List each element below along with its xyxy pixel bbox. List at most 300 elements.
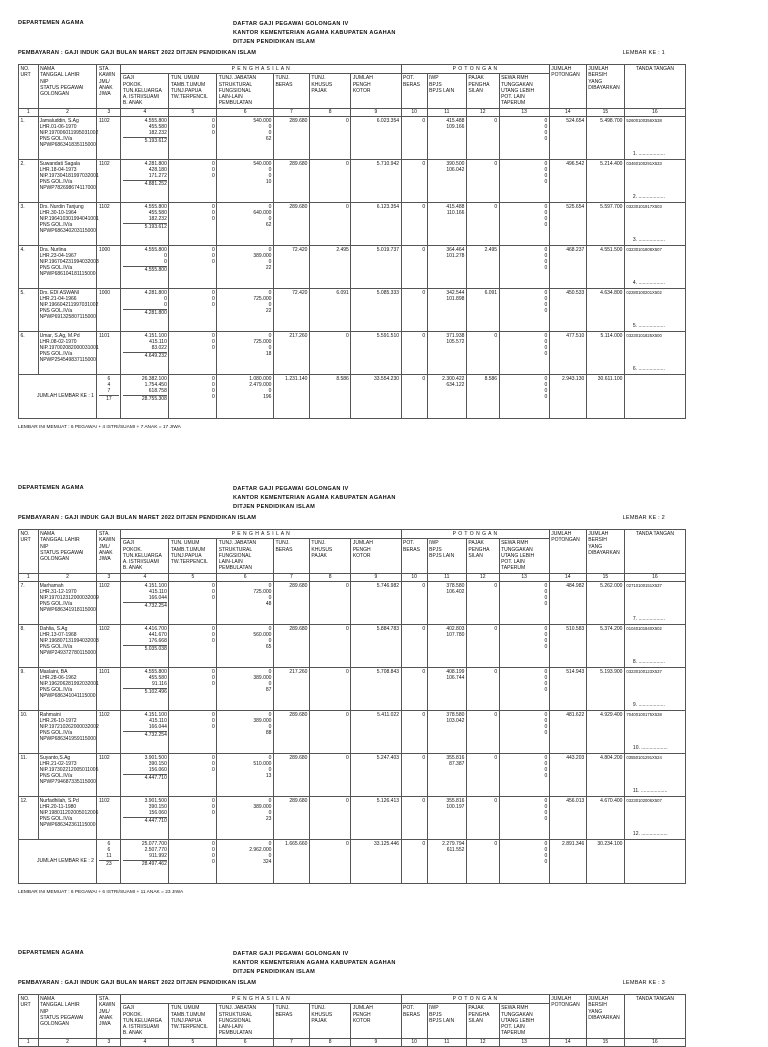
header-line: POKOK. — [122, 546, 143, 553]
header-jml-potongan — [549, 65, 586, 109]
employee-name: Marhamah — [39, 582, 64, 589]
cell-value: 0 — [268, 637, 272, 644]
header-potongan: P O T O N G A N — [401, 995, 549, 1004]
status: PNS GOL.IV/a — [39, 686, 73, 693]
npwp: NPWP249372780115000 — [39, 649, 96, 656]
total-iwp — [427, 374, 466, 418]
column-number: 13 — [499, 1038, 549, 1046]
other-deductions — [499, 624, 549, 667]
cell-value: 0 — [544, 600, 548, 607]
cell-value: 0 — [544, 117, 548, 124]
cell-value: 7 — [107, 387, 111, 394]
total-deduction: 525.654 — [549, 202, 586, 245]
signature-cell — [624, 116, 685, 159]
header-line: IWP — [429, 540, 439, 547]
document-title — [233, 485, 396, 512]
signature-line: ................... — [638, 193, 665, 200]
cell-value: 83.022 — [151, 344, 167, 351]
header-iwp — [427, 1004, 466, 1038]
rice-deduction: 0 — [401, 581, 427, 624]
total-khusus: 8.586 — [309, 374, 350, 418]
signature-slot — [633, 788, 667, 794]
header-sta — [97, 530, 121, 574]
cell-value: 0 — [544, 295, 548, 302]
header-line: B. ANAK — [122, 1030, 143, 1037]
total-potongan: 2.891.346 — [549, 839, 586, 883]
cell-value: 540.000 — [253, 160, 272, 167]
cell-value: 0 — [268, 766, 272, 773]
header-line: TAPERUM — [501, 100, 526, 107]
cell-value: 0 — [544, 631, 548, 638]
cell-value: 0 — [268, 215, 272, 222]
column-number: 14 — [549, 108, 586, 116]
income-tax: 0 — [466, 581, 499, 624]
column-number: 9 — [351, 1038, 401, 1046]
cell-value: 0 — [544, 766, 548, 773]
gross-income: 5.884.783 — [351, 624, 401, 667]
cell-value: 0 — [544, 221, 548, 228]
cell-value: 0 — [212, 209, 215, 216]
signature-number: 11. — [632, 787, 640, 794]
rice-deduction: 0 — [401, 245, 427, 288]
cell-value: 0 — [212, 594, 215, 601]
header-line: BPJS — [429, 546, 442, 553]
header-line: KHUSUS — [311, 546, 333, 553]
cell-value: 0 — [544, 258, 548, 265]
general-allowance — [169, 753, 217, 796]
iwp-deduction — [427, 116, 466, 159]
cell-value: 342.544 — [446, 289, 465, 296]
column-number: 14 — [549, 573, 586, 581]
cell-value: 0 — [544, 625, 548, 632]
cell-value: 0 — [544, 729, 548, 736]
column-number: 13 — [499, 573, 549, 581]
cell-value: 65 — [265, 643, 272, 650]
header-jabatan — [217, 539, 274, 573]
header-row — [19, 995, 686, 1004]
row-number: 8. — [19, 624, 39, 667]
title-line: DAFTAR GAJI PEGAWAI GOLONGAN IV — [233, 486, 349, 492]
rice-deduction: 0 — [401, 624, 427, 667]
income-tax: 0 — [466, 331, 499, 374]
tax-allowance: 6.091 — [309, 288, 350, 331]
gross-income: 6.123.354 — [351, 202, 401, 245]
header-line: ANAK — [98, 549, 113, 556]
column-number: 16 — [624, 108, 685, 116]
header-bersih — [586, 65, 624, 109]
birth-date: LHR.18-04-1973 — [39, 166, 77, 173]
cell-value: 0 — [164, 301, 167, 308]
cell-value: 0 — [544, 375, 548, 382]
header-kotor — [351, 539, 401, 573]
cell-value: 0 — [544, 338, 548, 345]
header-line: TUNGGAKAN — [501, 1011, 533, 1018]
table-row — [19, 753, 686, 796]
cell-value: 196 — [263, 393, 272, 400]
employee-info — [38, 159, 97, 202]
cell-value: 0 — [212, 809, 215, 816]
column-number: 5 — [169, 1038, 217, 1046]
employee-name: Umar, S.Ag, M.Pd — [39, 332, 80, 339]
header-line: PENGHA — [468, 1011, 490, 1018]
net-pay: 4.929.400 — [586, 710, 624, 753]
department-name: DEPARTEMEN AGAMA — [18, 950, 85, 956]
header-line: JUMLAH — [551, 996, 572, 1002]
cell-value: 0 — [212, 840, 215, 847]
department-name: DEPARTEMEN AGAMA — [18, 20, 85, 26]
header-potberas — [401, 74, 427, 108]
header-line: JUMLAH — [588, 531, 609, 537]
net-pay: 4.670.400 — [586, 796, 624, 839]
header-line: B. ANAK — [122, 100, 143, 107]
table-row — [19, 245, 686, 288]
general-allowance — [169, 288, 217, 331]
basic-salary — [121, 753, 169, 796]
header-line: PAJAK — [311, 552, 327, 559]
payroll-table — [18, 64, 686, 419]
header-line: JUMLAH — [352, 540, 373, 547]
cell-value: 0 — [544, 129, 548, 136]
cell-value: 0 — [212, 117, 215, 124]
header-line: BERAS — [275, 81, 293, 88]
employee-name: Drs. Nurdin Tanjung — [39, 203, 84, 210]
net-pay: 4.634.800 — [586, 288, 624, 331]
header-line: TUNJ. JABATAN — [218, 540, 257, 547]
column-number: 16 — [624, 1038, 685, 1046]
header-line: STA. — [98, 996, 110, 1002]
cell-value: 0 — [544, 680, 548, 687]
rice-deduction: 0 — [401, 753, 427, 796]
cell-value: 109.166 — [446, 123, 465, 130]
header-line: PEMBULATAN — [218, 1030, 252, 1037]
account-code: 03230101917X503 — [626, 203, 662, 209]
title-line: DITJEN PENDIDIKAN ISLAM — [233, 968, 316, 975]
npwp: NPWP782698674117000 — [39, 184, 96, 191]
header-line: SEWA RMH — [501, 1005, 529, 1012]
cell-value: 415.488 — [446, 117, 465, 124]
header-line: LAIN-LAIN — [218, 94, 243, 100]
cell-value: 0 — [212, 711, 215, 718]
header-umum — [169, 74, 217, 108]
column-number: 9 — [351, 108, 401, 116]
cell-value: 100.197 — [446, 803, 465, 810]
cell-value: 106.744 — [446, 674, 465, 681]
header-row — [19, 530, 686, 539]
account-code: 03550101291X524 — [626, 754, 662, 760]
column-number: 7 — [273, 108, 309, 116]
cell-value: 0 — [544, 387, 548, 394]
row-number: 3. — [19, 202, 39, 245]
header-line: BERAS — [403, 546, 420, 553]
signature-cell — [624, 581, 685, 624]
header-line: TUNJ. — [275, 75, 290, 82]
table-row — [19, 710, 686, 753]
cell-value: 355.816 — [446, 754, 465, 761]
total-row — [19, 374, 686, 418]
header-line: BERSIH — [588, 537, 607, 544]
header-line: B. ANAK — [122, 565, 143, 572]
tax-allowance: 0 — [309, 667, 350, 710]
position-allowance — [217, 288, 274, 331]
header-pajak — [466, 1004, 499, 1038]
column-number: 3 — [97, 1038, 121, 1046]
position-allowance — [217, 796, 274, 839]
header-iwp — [427, 539, 466, 573]
header-beras — [273, 539, 309, 573]
header-line: FUNGSIONAL — [218, 552, 252, 559]
cell-value: 0 — [544, 209, 548, 216]
tax-allowance: 0 — [309, 159, 350, 202]
header-line: TUNJ. — [311, 540, 326, 547]
employee-name: Rahmaini — [39, 711, 61, 718]
total-kotor: 33.554.230 — [351, 374, 401, 418]
header-line: BERAS — [403, 81, 420, 88]
signature-cell — [624, 796, 685, 839]
cell-value: 0 — [544, 772, 548, 779]
tax-allowance: 0 — [309, 581, 350, 624]
status: PNS GOL.IV/a — [39, 600, 73, 607]
cell-value: 0 — [544, 643, 548, 650]
cell-value: 0 — [544, 858, 548, 865]
header-line: DIBAYARKAN — [588, 549, 620, 556]
cell-value: 0 — [212, 381, 215, 388]
header-line: TAMB.T.UMUM — [170, 81, 206, 88]
column-number: 8 — [309, 573, 350, 581]
cell-value: 0 — [212, 766, 215, 773]
cell-value: 0 — [212, 129, 215, 136]
cell-value: 0 — [268, 258, 272, 265]
birth-date: LHR.30-10-1964 — [39, 209, 77, 216]
header-line: YANG — [588, 543, 603, 550]
cell-value: 0 — [212, 393, 215, 400]
cell-value: 0 — [544, 674, 548, 681]
position-allowance — [217, 159, 274, 202]
department-name: DEPARTEMEN AGAMA — [18, 485, 85, 491]
cell-value: 13 — [265, 772, 272, 779]
table-row — [19, 667, 686, 710]
account-code: 03230101808X507 — [626, 246, 662, 252]
cell-value: 0 — [544, 852, 548, 859]
column-number: 6 — [217, 573, 274, 581]
total-kotor: 33.125.446 — [351, 839, 401, 883]
cell-value: 105.572 — [446, 338, 465, 345]
income-tax: 0 — [466, 159, 499, 202]
cell-value: 0 — [544, 381, 548, 388]
general-allowance — [169, 710, 217, 753]
cell-value: 103.042 — [446, 717, 465, 724]
cell-value: 0 — [212, 252, 215, 259]
header-line: BERSIH — [588, 72, 607, 79]
rice-allowance: 289.680 — [273, 581, 309, 624]
header-line: BPJS LAIN — [429, 1017, 455, 1024]
header-line: JML/ — [98, 1008, 110, 1015]
nip: NIP.196410301994041001 — [39, 215, 99, 222]
cell-value: 0 — [544, 289, 548, 296]
signature-number: 4. — [632, 279, 638, 286]
header-line: POT. LAIN — [501, 559, 525, 565]
header-line: FUNGSIONAL — [218, 87, 252, 94]
header-jabatan — [217, 1004, 274, 1038]
header-khusus — [309, 1004, 350, 1038]
salary-subtotal: 5.035.038 — [123, 645, 167, 652]
payment-label: PEMBAYARAN : GAJI INDUK GAJI BULAN MARET 2022 DITJEN PENDIDIKAN ISLAM — [18, 980, 257, 986]
header-line: PAJAK — [311, 1017, 327, 1024]
other-deductions — [499, 667, 549, 710]
signature-number: 7. — [632, 615, 638, 622]
jiwa-subtotal: 23 — [99, 860, 119, 867]
cell-value: 4.281.800 — [144, 289, 167, 296]
account-code: 03230102006X507 — [626, 797, 662, 803]
signature-slot — [633, 831, 668, 837]
header-line: SILAN — [468, 552, 483, 559]
cell-value: 4.416.700 — [144, 625, 167, 632]
signature-line: ................... — [638, 365, 665, 372]
income-tax: 0 — [466, 116, 499, 159]
total-deduction: 450.533 — [549, 288, 586, 331]
cell-value: 371.938 — [446, 332, 465, 339]
cell-value: 0 — [544, 815, 548, 822]
cell-value: 4.151.100 — [144, 711, 167, 718]
cell-value: 0 — [268, 289, 272, 296]
other-deductions — [499, 581, 549, 624]
basic-salary — [121, 581, 169, 624]
column-number: 13 — [499, 108, 549, 116]
cell-value: 4.555.800 — [144, 246, 167, 253]
income-tax: 2.495 — [466, 245, 499, 288]
birth-date: LHR.31-12-1970 — [39, 588, 77, 595]
status: PNS GOL.IV/a — [39, 815, 73, 822]
cell-value: 0 — [212, 172, 215, 179]
cell-value: 2.479.000 — [249, 381, 272, 388]
total-deduction: 481.622 — [549, 710, 586, 753]
signature-number: 9. — [632, 701, 638, 708]
header-line: IWP — [429, 1005, 439, 1012]
iwp-deduction — [427, 753, 466, 796]
employee-info — [38, 710, 97, 753]
signature-slot — [633, 280, 665, 286]
signature-number: 8. — [632, 658, 638, 665]
header-line: NIP — [40, 543, 49, 550]
rice-deduction: 0 — [401, 331, 427, 374]
position-allowance — [217, 116, 274, 159]
cell-value: 0 — [268, 387, 272, 394]
cell-value: 389.000 — [253, 803, 272, 810]
account-code: 03230101825X500 — [626, 332, 662, 338]
signature-cell — [624, 288, 685, 331]
header-pajak — [466, 539, 499, 573]
header-line: KAWIN — [98, 537, 116, 544]
total-label: JUMLAH LEMBAR KE : 1 — [19, 374, 97, 418]
employee-name: Nurfadhilah, S.Pd — [39, 797, 79, 804]
cell-value: 378.580 — [446, 582, 465, 589]
cell-value: 0 — [544, 264, 548, 271]
header-line: GOLONGAN — [40, 91, 70, 97]
cell-value: 415.110 — [149, 338, 167, 345]
header-line: NAMA — [40, 531, 55, 537]
signature-slot — [633, 366, 665, 372]
total-row — [19, 839, 686, 883]
basic-salary — [121, 202, 169, 245]
cell-value: 390.150 — [148, 760, 167, 767]
net-pay: 5.262.000 — [586, 581, 624, 624]
position-allowance — [217, 710, 274, 753]
cell-value: 364.464 — [446, 246, 465, 253]
marital-code: 1101 — [97, 667, 121, 710]
header-pokok — [121, 539, 169, 573]
header-line: KAWIN — [98, 1002, 116, 1009]
signature-line: ................... — [638, 279, 665, 286]
cell-value: 2.507.770 — [144, 846, 167, 853]
net-pay: 4.804.200 — [586, 753, 624, 796]
header-no: NO. URT — [19, 530, 39, 574]
cell-value: 4.281.800 — [144, 160, 167, 167]
employee-info — [38, 116, 97, 159]
header-line: JUMLAH — [588, 66, 609, 72]
cell-value: 0 — [268, 582, 272, 589]
cell-value: 389.000 — [253, 717, 272, 724]
header-line: BERAS — [275, 546, 293, 553]
column-number: 10 — [401, 573, 427, 581]
status: PNS GOL.IV/a — [39, 135, 73, 142]
signature-line: ................... — [638, 701, 665, 708]
cell-value: 0 — [268, 344, 272, 351]
document-title — [233, 950, 396, 977]
gross-income: 5.247.403 — [351, 753, 401, 796]
total-deduction: 484.982 — [549, 581, 586, 624]
cell-value: 0 — [544, 668, 548, 675]
header-nama — [38, 65, 97, 109]
row-number: 12. — [19, 796, 39, 839]
header-line: KHUSUS — [311, 81, 333, 88]
iwp-deduction — [427, 796, 466, 839]
cell-value: 0 — [544, 166, 548, 173]
cell-value: 0 — [268, 594, 272, 601]
header-nama — [38, 995, 97, 1039]
header-line: PAJAK — [311, 87, 327, 94]
header-line: TAMB.T.UMUM — [170, 1011, 206, 1018]
total-jabatan — [217, 839, 274, 883]
column-number: 4 — [121, 108, 169, 116]
header-line: UTANG LEBIH — [501, 87, 535, 94]
cell-value: 0 — [544, 252, 548, 259]
cell-value: 0 — [212, 846, 215, 853]
birth-date: LHR.08-02-1970 — [39, 338, 77, 345]
column-number: 7 — [273, 1038, 309, 1046]
table-row — [19, 159, 686, 202]
payroll-sheet — [18, 20, 685, 480]
cell-value: 378.580 — [446, 711, 465, 718]
employee-name: Suyanto,S.Ag — [39, 754, 71, 761]
total-lain — [499, 839, 549, 883]
employee-name: Dra. Nurlina — [39, 246, 67, 253]
signature-number: 1. — [632, 150, 638, 157]
nip: NIP.196604211997031002 — [39, 301, 99, 308]
marital-code: 1102 — [97, 202, 121, 245]
cell-value: 0 — [544, 711, 548, 718]
header-line: KOTOR — [352, 552, 371, 559]
employee-info — [38, 331, 97, 374]
cell-value: 0 — [212, 803, 215, 810]
header-line: BERAS — [403, 1011, 420, 1018]
cell-value: 0 — [212, 203, 215, 210]
income-tax: 6.091 — [466, 288, 499, 331]
account-code: 52600100356X538 — [626, 117, 662, 123]
header-line: PEMBULATAN — [218, 100, 252, 107]
header-bersih — [586, 995, 624, 1039]
header-line: YANG — [588, 78, 603, 85]
cell-value: 4.151.100 — [144, 332, 167, 339]
column-number: 1 — [19, 108, 39, 116]
